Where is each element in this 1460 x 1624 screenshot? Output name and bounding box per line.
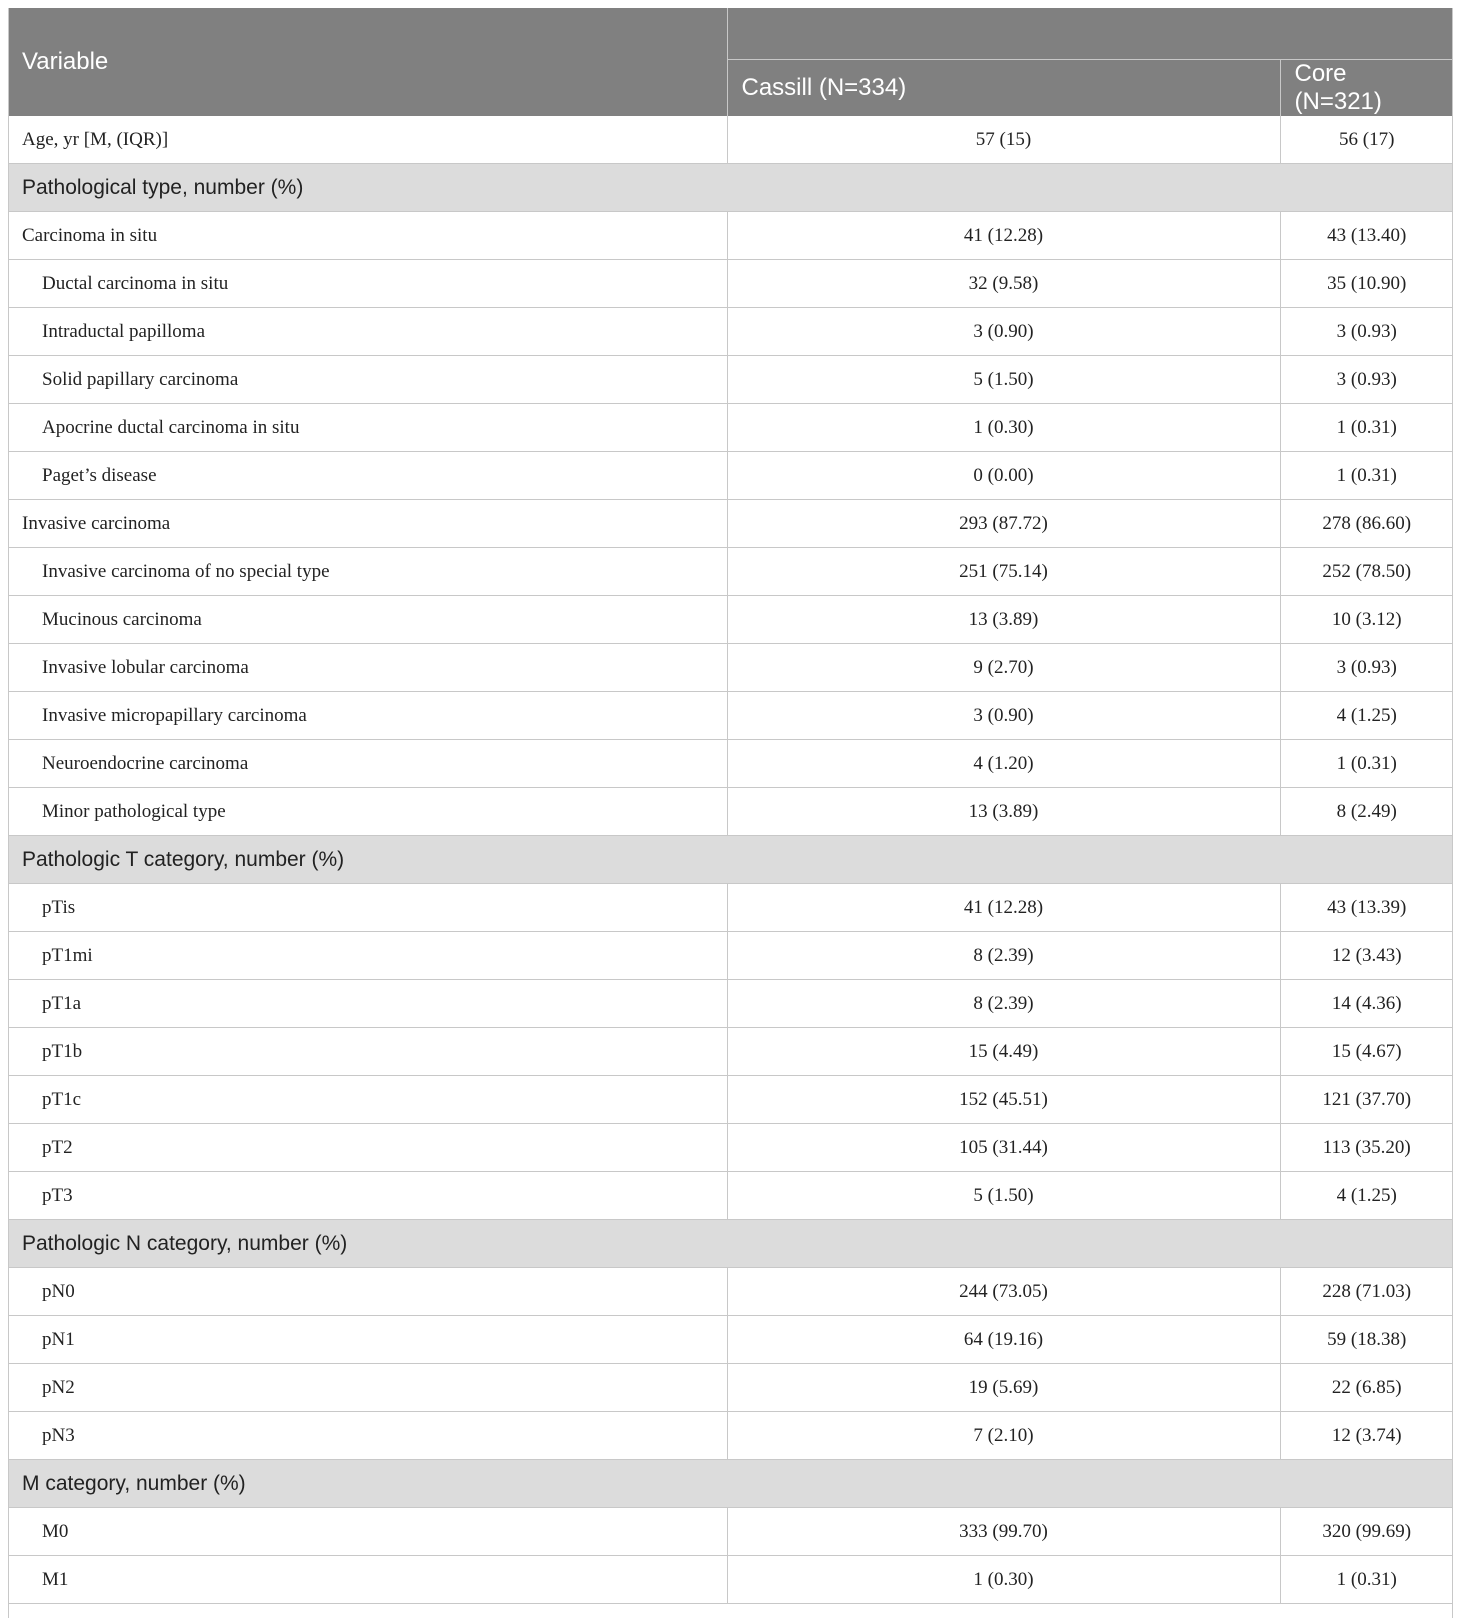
cassill-value: 41 (12.28) [727,212,1280,260]
cassill-value: 41 (12.28) [727,884,1280,932]
core-value: 10 (3.12) [1280,596,1453,644]
row-label: Invasive carcinoma of no special type [8,548,727,596]
core-value: 14 (4.36) [1280,980,1453,1028]
core-value: 3 (0.93) [1280,644,1453,692]
cassill-value: 13 (3.89) [727,596,1280,644]
cassill-value: 333 (99.70) [727,1508,1280,1556]
row-label: Invasive carcinoma [8,500,727,548]
core-value: 278 (86.60) [1280,500,1453,548]
table-row [8,1268,1453,1316]
core-value: 15 (4.67) [1280,1028,1453,1076]
core-value: 8 (2.49) [1280,788,1453,836]
table-row [8,644,1453,692]
characteristics-table [8,8,1453,1604]
row-label: Invasive micropapillary carcinoma [8,692,727,740]
table-row [8,884,1453,932]
core-value: 12 (3.74) [1280,1412,1453,1460]
row-label: Carcinoma in situ [8,212,727,260]
core-value: 22 (6.85) [1280,1364,1453,1412]
table-row [8,500,1453,548]
cassill-value: 15 (4.49) [727,1028,1280,1076]
row-label: Invasive lobular carcinoma [8,644,727,692]
section-row [8,164,1453,212]
section-label: Pathologic N category, number (%) [8,1220,1453,1268]
row-label: pT2 [8,1124,727,1172]
core-value: 12 (3.43) [1280,932,1453,980]
row-label: Apocrine ductal carcinoma in situ [8,404,727,452]
cassill-value: 3 (0.90) [727,308,1280,356]
cassill-value: 8 (2.39) [727,980,1280,1028]
cassill-value: 7 (2.10) [727,1412,1280,1460]
table-row [8,212,1453,260]
core-value: 113 (35.20) [1280,1124,1453,1172]
core-value: 1 (0.31) [1280,404,1453,452]
core-value: 43 (13.40) [1280,212,1453,260]
cassill-value: 5 (1.50) [727,1172,1280,1220]
table-row [8,1556,1453,1604]
core-value: 43 (13.39) [1280,884,1453,932]
row-label: Minor pathological type [8,788,727,836]
table-row [8,1076,1453,1124]
table-row [8,1124,1453,1172]
core-value: 35 (10.90) [1280,260,1453,308]
cassill-value: 293 (87.72) [727,500,1280,548]
table-row [8,1364,1453,1412]
core-value: 4 (1.25) [1280,692,1453,740]
row-label: Ductal carcinoma in situ [8,260,727,308]
row-label: M0 [8,1508,727,1556]
header-variable: Variable [8,8,727,116]
row-label: pT1mi [8,932,727,980]
core-value: 121 (37.70) [1280,1076,1453,1124]
row-label: Intraductal papilloma [8,308,727,356]
header-cassill: Cassill (N=334) [727,60,1280,117]
row-label: pN0 [8,1268,727,1316]
table-row [8,980,1453,1028]
row-label: pTis [8,884,727,932]
core-value: 252 (78.50) [1280,548,1453,596]
row-label: M1 [8,1556,727,1604]
row-label: Mucinous carcinoma [8,596,727,644]
section-label: Pathologic T category, number (%) [8,836,1453,884]
table-row [8,692,1453,740]
cassill-value: 3 (0.90) [727,692,1280,740]
core-value: 3 (0.93) [1280,356,1453,404]
cassill-value: 19 (5.69) [727,1364,1280,1412]
table-row [8,1508,1453,1556]
table-row [8,1412,1453,1460]
row-label: Paget’s disease [8,452,727,500]
cassill-value: 9 (2.70) [727,644,1280,692]
core-value: 3 (0.93) [1280,308,1453,356]
section-row [8,836,1453,884]
cassill-value: 64 (19.16) [727,1316,1280,1364]
core-value: 59 (18.38) [1280,1316,1453,1364]
row-label: pN1 [8,1316,727,1364]
cassill-value: 251 (75.14) [727,548,1280,596]
row-label: Neuroendocrine carcinoma [8,740,727,788]
cassill-value: 8 (2.39) [727,932,1280,980]
cassill-value: 244 (73.05) [727,1268,1280,1316]
table-row [8,260,1453,308]
cassill-value: 105 (31.44) [727,1124,1280,1172]
header-core: Core (N=321) [1280,60,1453,117]
table-row [8,1172,1453,1220]
cassill-value: 4 (1.20) [727,740,1280,788]
table-row [8,548,1453,596]
table-row [8,308,1453,356]
cassill-value: 1 (0.30) [727,404,1280,452]
row-label: pN3 [8,1412,727,1460]
core-value: 1 (0.31) [1280,1556,1453,1604]
header-group [727,8,1453,60]
cassill-value: 152 (45.51) [727,1076,1280,1124]
table-row [8,1028,1453,1076]
core-value: 228 (71.03) [1280,1268,1453,1316]
core-value: 320 (99.69) [1280,1508,1453,1556]
table-row [8,932,1453,980]
cassill-value: 32 (9.58) [727,260,1280,308]
cassill-value: 0 (0.00) [727,452,1280,500]
header-row [8,8,1453,60]
section-row [8,1460,1453,1508]
table-row [8,788,1453,836]
table-row [8,1316,1453,1364]
core-value: 1 (0.31) [1280,452,1453,500]
row-label: pT1b [8,1028,727,1076]
table-row [8,452,1453,500]
cassill-value: 5 (1.50) [727,356,1280,404]
table-row [8,596,1453,644]
table-row [8,116,1453,164]
section-row [8,1220,1453,1268]
row-label: Age, yr [M, (IQR)] [8,116,727,164]
core-value: 56 (17) [1280,116,1453,164]
table-row [8,404,1453,452]
table-row [8,356,1453,404]
core-value: 4 (1.25) [1280,1172,1453,1220]
cassill-value: 13 (3.89) [727,788,1280,836]
row-label: pN2 [8,1364,727,1412]
table-row [8,740,1453,788]
section-label: Pathological type, number (%) [8,164,1453,212]
cassill-value: 1 (0.30) [727,1556,1280,1604]
row-label: pT1c [8,1076,727,1124]
row-label: pT1a [8,980,727,1028]
section-label: M category, number (%) [8,1460,1453,1508]
core-value: 1 (0.31) [1280,740,1453,788]
row-label: pT3 [8,1172,727,1220]
cassill-value: 57 (15) [727,116,1280,164]
row-label: Solid papillary carcinoma [8,356,727,404]
